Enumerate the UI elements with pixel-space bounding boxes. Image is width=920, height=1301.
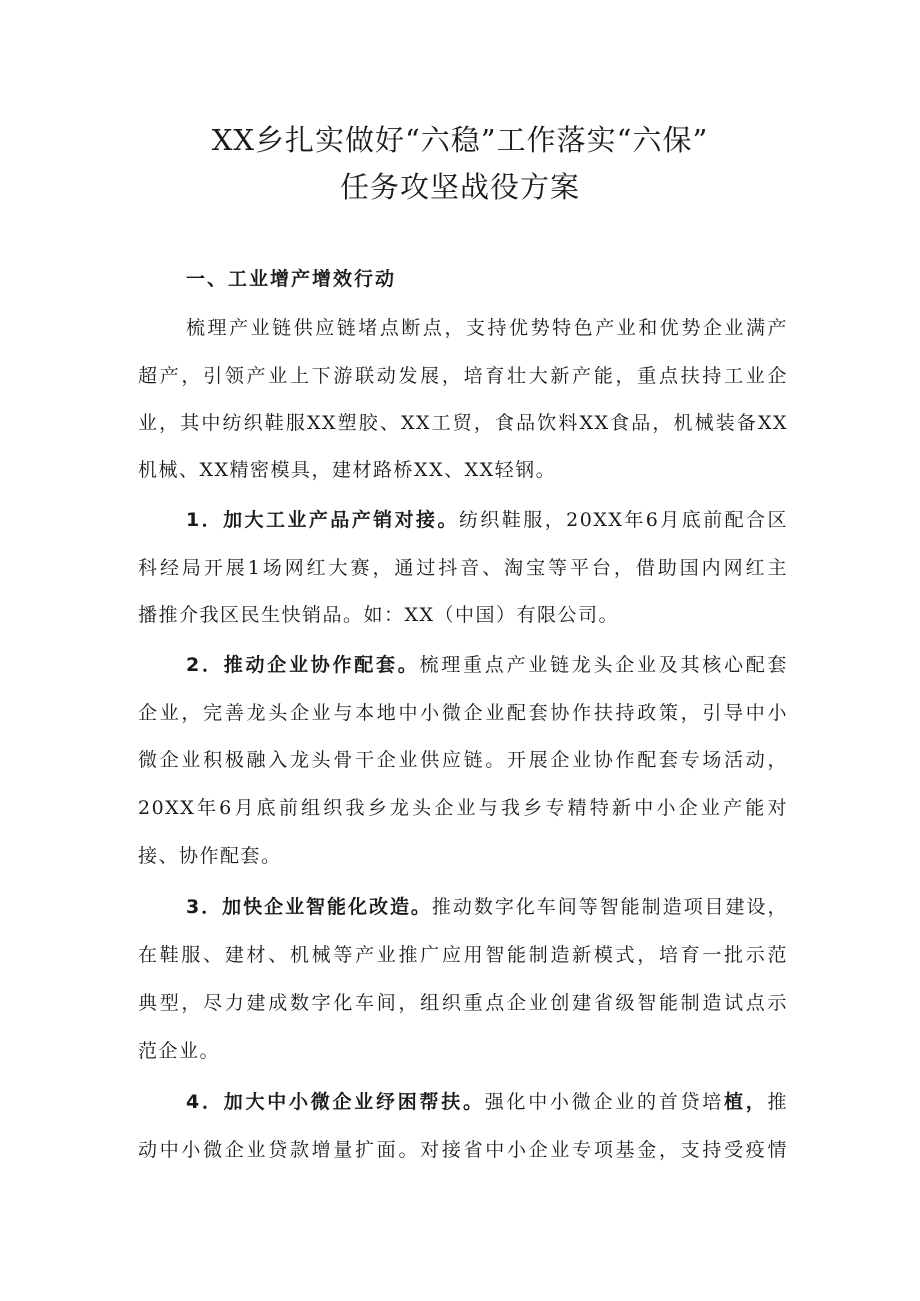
item-4-heading: 4．加大中小微企业纾困帮扶。 bbox=[186, 1091, 485, 1113]
paragraph-line: 在鞋服、建材、机械等产业推广应用智能制造新模式，培育一批示范 bbox=[138, 944, 788, 966]
paragraph-line: 梳理产业链供应链堵点断点，支持优势特色产业和优势企业满产 bbox=[186, 317, 788, 339]
item-1-first-line bbox=[186, 505, 788, 535]
item-4-text-c: 推 bbox=[767, 1091, 788, 1113]
item-4-text-b: 植， bbox=[723, 1091, 768, 1113]
paragraph-line: 微企业积极融入龙头骨干企业供应链。开展企业协作配套专场活动， bbox=[138, 749, 788, 771]
item-3-first-line bbox=[186, 892, 788, 922]
item-2-heading: 2．推动企业协作配套。 bbox=[186, 654, 420, 676]
item-4-text-a: 强化中小微企业的首贷培 bbox=[484, 1091, 724, 1113]
item-1-text: 纺织鞋服，20XX年6月底前配合区 bbox=[458, 509, 788, 531]
section-heading: 一、工业增产增效行动 bbox=[186, 268, 397, 290]
item-1-heading: 1．加大工业产品产销对接。 bbox=[186, 509, 459, 531]
paragraph-line: 动中小微企业贷款增量扩面。对接省中小企业专项基金，支持受疫情 bbox=[138, 1139, 788, 1161]
paragraph-line: 机械、XX精密模具，建材路桥XX、XX轻钢。 bbox=[138, 459, 557, 481]
document-title-line-1: XX乡扎实做好“六稳”工作落实“六保” bbox=[211, 123, 709, 157]
item-2-text: 梳理重点产业链龙头企业及其核心配套 bbox=[419, 654, 788, 676]
paragraph-line: 科经局开展1场网红大赛，通过抖音、淘宝等平台，借助国内网红主 bbox=[138, 557, 788, 579]
paragraph-line: 接、协作配套。 bbox=[138, 845, 282, 867]
paragraph-line: 企业，完善龙头企业与本地中小微企业配套协作扶持政策，引导中小 bbox=[138, 702, 788, 724]
item-4-first-line bbox=[186, 1087, 788, 1117]
item-3-heading: 3．加快企业智能化改造。 bbox=[186, 896, 432, 918]
document-title-line-2: 任务攻坚战役方案 bbox=[339, 170, 580, 204]
item-2-first-line bbox=[186, 650, 788, 680]
paragraph-line: 超产，引领产业上下游联动发展，培育壮大新产能，重点扶持工业企 bbox=[138, 365, 788, 387]
paragraph-line: 业，其中纺织鞋服XX塑胶、XX工贸，食品饮料XX食品，机械装备XX bbox=[138, 412, 788, 434]
item-3-text: 推动数字化车间等智能制造项目建设， bbox=[431, 896, 788, 918]
paragraph-line: 播推介我区民生快销品。如：XX（中国）有限公司。 bbox=[138, 604, 620, 626]
paragraph-line: 典型，尽力建成数字化车间，组织重点企业创建省级智能制造试点示 bbox=[138, 992, 788, 1014]
paragraph-line: 20XX年6月底前组织我乡龙头企业与我乡专精特新中小企业产能对 bbox=[138, 797, 788, 819]
paragraph-line: 范企业。 bbox=[138, 1040, 221, 1062]
